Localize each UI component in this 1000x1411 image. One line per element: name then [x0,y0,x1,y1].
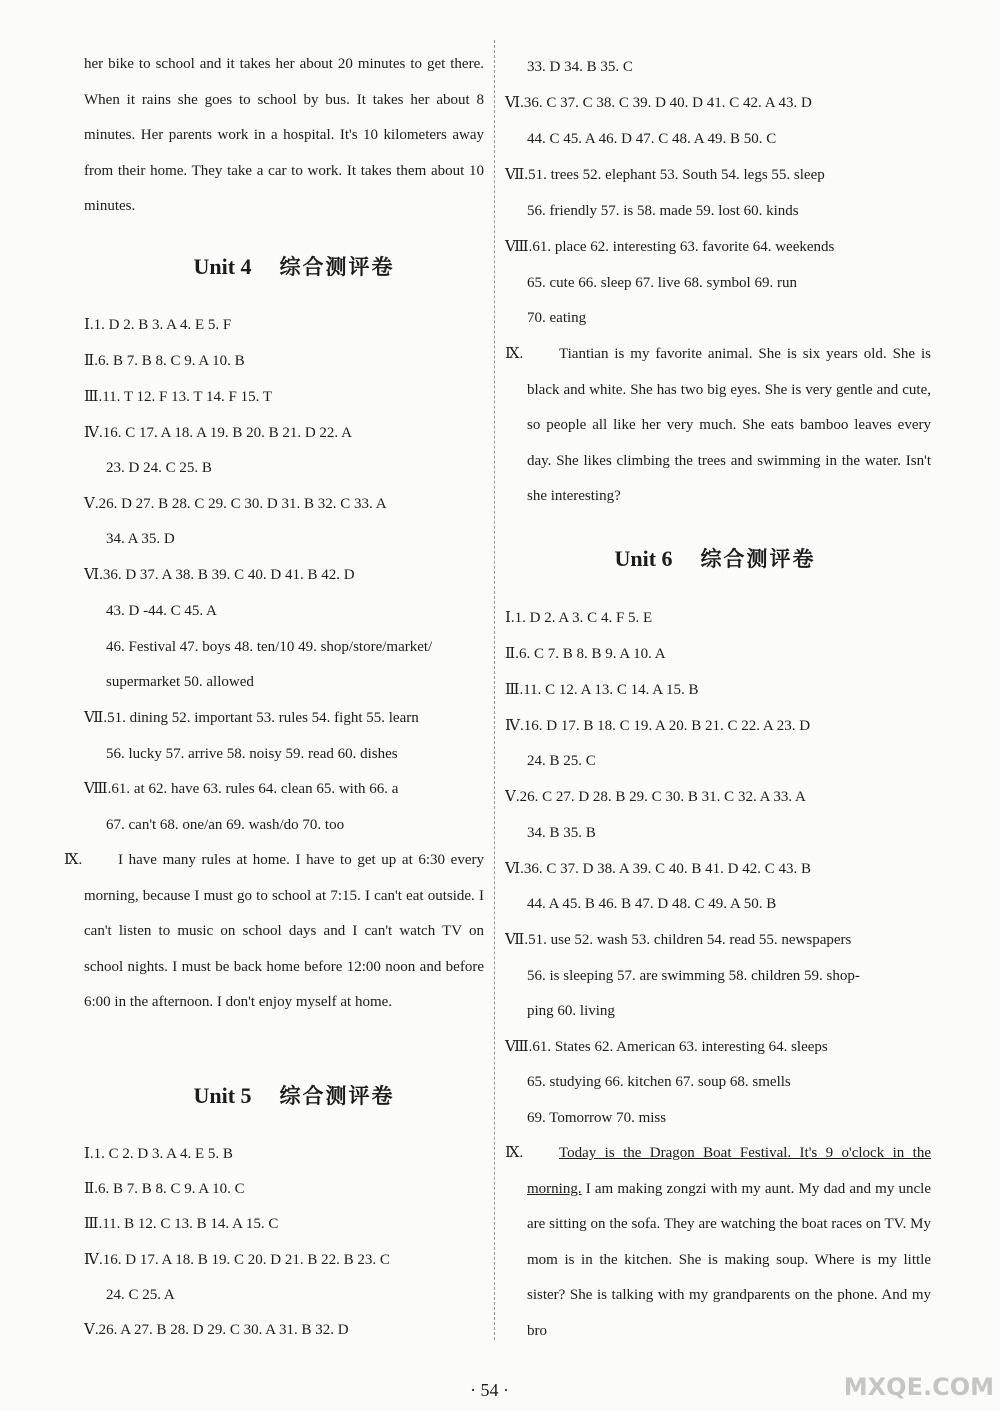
answer-line: 65. cute 66. sleep 67. live 68. symbol 69. run [527,275,797,291]
answer-line: Ⅲ.11. T 12. F 13. T 14. F 15. T [84,389,272,405]
answer-line: 70. eating [527,310,587,326]
answer-line: 65. studying 66. kitchen 67. soup 68. smells [527,1074,791,1090]
answer-line: 56. lucky 57. arrive 58. noisy 59. read 60. dishes [106,746,398,762]
answer-line: Ⅵ.36. C 37. D 38. A 39. C 40. B 41. D 42. C 43. B [505,861,811,877]
answer-line: 33. D 34. B 35. C [527,59,633,75]
essay-text: I have many rules at home. I have to get up at 6:30 every morning, because I must go to school at 7:15. I can't eat outside. I can't listen to music on school days and I can't watch TV on school nights. I must be back home before 12:00 noon and before 6:00 in the afternoon. I don't enjoy myself at home. [84,852,484,1011]
answer-line: Ⅷ.61. place 62. interesting 63. favorite 64. weekends [505,239,835,255]
unit5-heading [84,1085,504,1107]
essay-text [527,1136,931,1350]
answer-line: Ⅶ.51. trees 52. elephant 53. South 54. legs 55. sleep [505,167,825,183]
essay-label: Ⅸ. [64,852,83,868]
answer-line: 44. C 45. A 46. D 47. C 48. A 49. B 50. C [527,131,777,147]
answer-line: Ⅲ.11. C 12. A 13. C 14. A 15. B [505,682,699,698]
essay-label: Ⅸ. [505,346,524,362]
answer-line: 34. B 35. B [527,825,596,841]
essay-label: Ⅸ. [505,1145,524,1161]
unit5-essay [527,337,931,515]
answer-line: supermarket 50. allowed [106,674,254,690]
unit-title: Unit 4 [193,254,252,279]
unit6-heading [505,548,925,570]
answer-line: Ⅱ.6. C 7. B 8. B 9. A 10. A [505,646,666,662]
answer-line: 23. D 24. C 25. B [106,460,212,476]
essay-text: Tiantian is my favorite animal. She is six years old. She is black and white. She has two big eyes. She is very gentle and cute, so people all like her very much. She eats bamboo leaves every day. She likes climbing the trees and swimming in the water. Isn't she interesting? [527,346,931,505]
answer-line: Ⅴ.26. A 27. B 28. D 29. C 30. A 31. B 32. D [84,1322,349,1338]
answer-line: Ⅷ.61. at 62. have 63. rules 64. clean 65. with 66. a [84,781,399,797]
unit3-essay-continuation [84,47,484,225]
answer-line: 24. C 25. A [106,1287,175,1303]
answer-line: Ⅰ.1. C 2. D 3. A 4. E 5. B [84,1146,233,1162]
essay-underlined-text: Today is the Dragon Boat Festival. It's 9 o'clock in the morning. [527,1145,931,1197]
answer-line: 67. can't 68. one/an 69. wash/do 70. too [106,817,345,833]
answer-line: ping 60. living [527,1003,615,1019]
answer-line: Ⅷ.61. States 62. American 63. interesting 64. sleeps [505,1039,828,1055]
answer-line: Ⅳ.16. D 17. A 18. B 19. C 20. D 21. B 22. B 23. C [84,1252,390,1268]
answer-line: 44. A 45. B 46. B 47. D 48. C 49. A 50. B [527,896,777,912]
unit4-essay [84,843,484,1021]
answer-line: Ⅵ.36. D 37. A 38. B 39. C 40. D 41. B 42. D [84,567,355,583]
answer-line: 43. D -44. C 45. A [106,603,217,619]
column-divider [494,40,495,1340]
answer-line: 34. A 35. D [106,531,175,547]
answer-line: Ⅰ.1. D 2. B 3. A 4. E 5. F [84,317,232,333]
answer-line: Ⅱ.6. B 7. B 8. C 9. A 10. C [84,1181,245,1197]
essay-rest-text: I am making zongzi with my aunt. My dad and my uncle are sitting on the sofa. They are watching the boat races on TV. My mom is in the kitchen. She is making soup. Where is my little sister? She is talking with my grandparents on the phone. And my bro [527,1180,931,1339]
watermark-logo: MXQE.COM [843,1373,994,1401]
answer-line: 24. B 25. C [527,753,596,769]
unit-title-cn: 综合测评卷 [279,1084,395,1108]
unit4-heading [84,256,504,278]
answer-line: Ⅶ.51. use 52. wash 53. children 54. read 55. newspapers [505,932,852,948]
answer-line: Ⅵ.36. C 37. C 38. C 39. D 40. D 41. C 42. A 43. D [505,95,812,111]
answer-line: Ⅳ.16. D 17. B 18. C 19. A 20. B 21. C 22. A 23. D [505,718,811,734]
answer-line: 56. friendly 57. is 58. made 59. lost 60. kinds [527,203,799,219]
essay-text: her bike to school and it takes her about 20 minutes to get there. When it rains she goes to school by bus. It takes her about 8 minutes. Her parents work in a hospital. It's 10 kilometers away from their home. They take a car to work. It takes them about 10 minutes. [84,56,484,215]
answer-line: Ⅰ.1. D 2. A 3. C 4. F 5. E [505,610,653,626]
answer-line: 56. is sleeping 57. are swimming 58. children 59. shop- [527,968,860,984]
answer-line: 69. Tomorrow 70. miss [527,1110,667,1126]
answer-line: 46. Festival 47. boys 48. ten/10 49. shop/store/market/ [106,639,433,655]
answer-line: Ⅶ.51. dining 52. important 53. rules 54. fight 55. learn [84,710,419,726]
answer-line: Ⅴ.26. D 27. B 28. C 29. C 30. D 31. B 32. C 33. A [84,496,387,512]
unit-title-cn: 综合测评卷 [700,547,816,571]
page-number: · 54 · [470,1380,509,1400]
unit6-essay [527,1136,931,1350]
answer-line: Ⅳ.16. C 17. A 18. A 19. B 20. B 21. D 22. A [84,425,352,441]
answer-line: Ⅱ.6. B 7. B 8. C 9. A 10. B [84,353,245,369]
unit-title: Unit 5 [193,1083,252,1108]
answer-line: Ⅴ.26. C 27. D 28. B 29. C 30. B 31. C 32. A 33. A [505,789,806,805]
unit-title: Unit 6 [614,546,673,571]
unit-title-cn: 综合测评卷 [279,255,395,279]
answer-line: Ⅲ.11. B 12. C 13. B 14. A 15. C [84,1216,279,1232]
